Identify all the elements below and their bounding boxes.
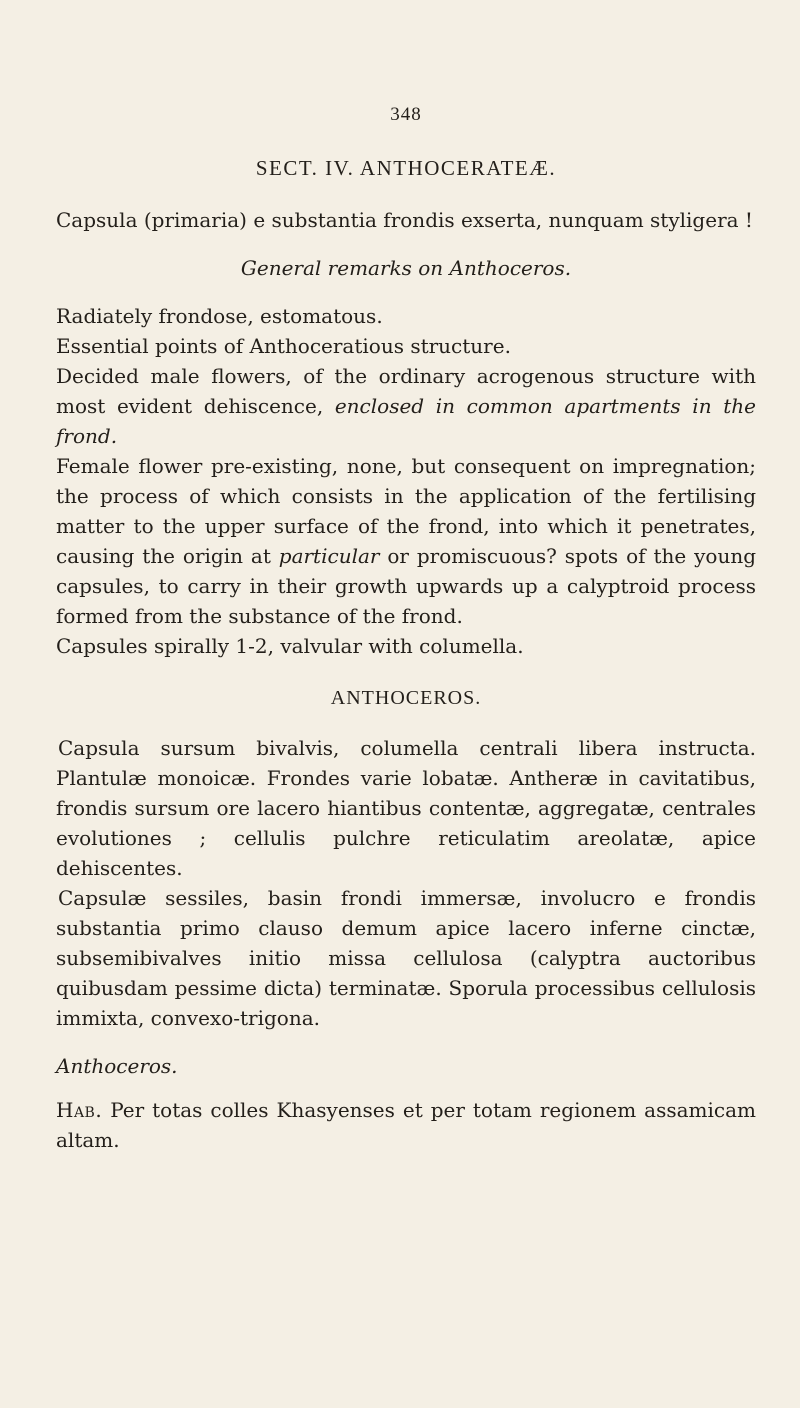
female-flower-text-1: Female flower pre-existing, none, but consequent on impregnation; the process of which consists in the application of the fertilising matter to the upper surface of the frond, into which it penetrates, causing the origin at (56, 454, 756, 568)
remark-essential-points: Essential points of Anthoceratious structure. (56, 334, 511, 358)
genus-heading: ANTHOCEROS. (330, 687, 482, 709)
habitat-paragraph (56, 1095, 756, 1155)
male-flowers-emphasis: enclosed in common apartments in the frond. (56, 394, 756, 448)
section-title: SECT. IV. ANTHOCERATEÆ. (255, 156, 557, 180)
female-flower-paragraph (56, 451, 756, 631)
remark-radiately: Radiately frondose, estomatous. (56, 304, 383, 328)
capsules-line: Capsules spirally 1-2, valvular with columella. (56, 634, 524, 658)
female-flower-text-2: or promiscuous? spots of the young capsules, to carry in their growth upwards up a calyptroid process formed from the substance of the frond. (56, 544, 757, 628)
page (56, 100, 756, 1155)
intro-paragraph: Capsula (primaria) e substantia frondis exserta, nunquam styligera ! (56, 208, 753, 232)
female-flower-emphasis: particular (278, 544, 380, 568)
genus-description-1: Capsula sursum bivalvis, columella centrali libera instructa. Plantulæ monoicæ. Frondes varie lobatæ. Antheræ in cavitatibus, frondis sursum ore lacero hiantibus contentæ, aggregatæ, centrales evolutiones ; cellulis pulchre reticulatim areolatæ, apice dehiscentes. (56, 736, 756, 880)
page-number: 348 (390, 104, 422, 125)
male-flowers-paragraph (56, 361, 756, 451)
habitat-text: Per totas colles Khasyenses et per totam regionem assamicam altam. (56, 1098, 756, 1152)
habitat-label: Hab. (56, 1098, 103, 1122)
male-flowers-text: Decided male flowers, of the ordinary acrogenous structure with most evident dehiscence, (56, 364, 756, 418)
species-name: Anthoceros. (56, 1054, 178, 1078)
genus-description-2: Capsulæ sessiles, basin frondi immersæ, involucro e frondis substantia primo clauso demum apice lacero inferne cinctæ, subsemibivalves initio missa cellulosa (calyptra auctoribus quibusdam pessime dicta) terminatæ. Sporula processibus cellulosis immixta, convexo-trigona. (56, 886, 756, 1030)
remarks-heading: General remarks on Anthoceros. (240, 256, 572, 280)
